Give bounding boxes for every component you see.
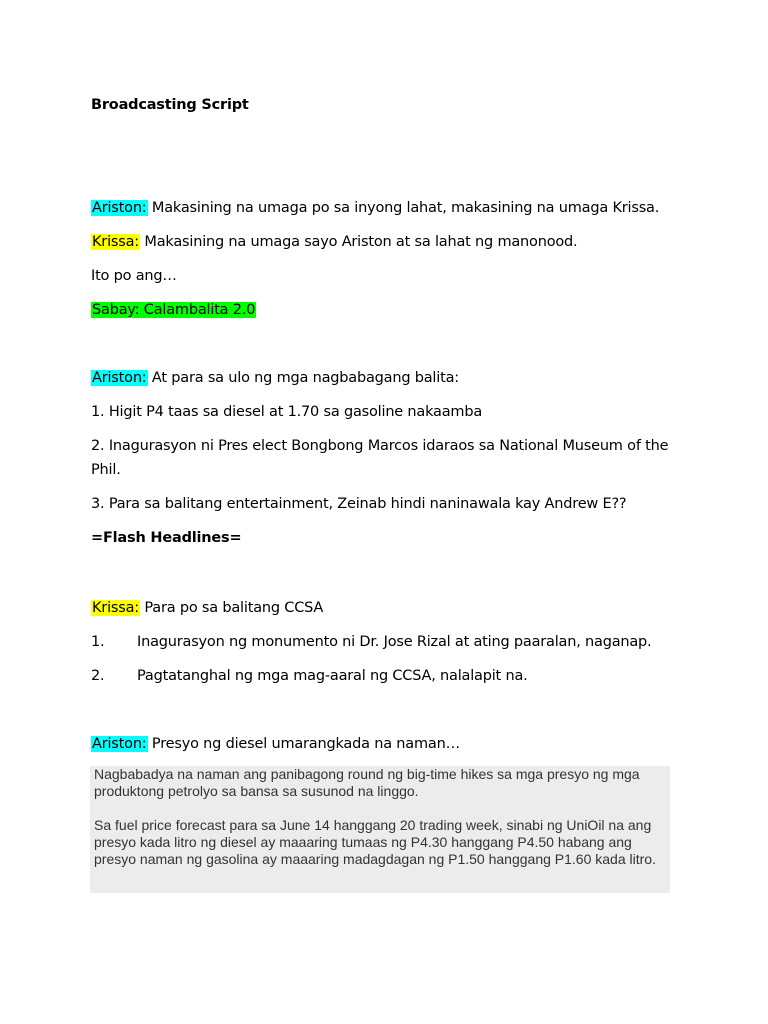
script-line-diesel-intro	[91, 734, 460, 754]
headline-item-2: 2. Inagurasyon ni Pres elect Bongbong Marcos idaraos sa National Museum of the	[91, 438, 669, 454]
article-paragraph: Nagbabadya na naman ang panibagong round ng big-time hikes sa mga presyo ng mga produktong petrolyo sa bansa sa susunod na linggo.	[94, 766, 640, 799]
ccsa-item-2: 2. Pagtatanghal ng mga mag-aaral ng CCSA, nalalapit na.	[91, 668, 528, 684]
flash-headlines-label: =Flash Headlines=	[91, 530, 242, 546]
script-line-krissa-greeting	[91, 232, 577, 252]
script-line-ito-po: Ito po ang…	[91, 268, 177, 284]
speaker-ariston: Ariston:	[92, 736, 147, 752]
script-line-ccsa-intro	[91, 598, 323, 618]
line-text: Makasining na umaga po sa inyong lahat, makasining na umaga Krissa.	[147, 200, 660, 216]
speaker-krissa: Krissa:	[92, 234, 139, 250]
speaker-ariston: Ariston:	[92, 370, 147, 386]
line-text: Presyo ng diesel umarangkada na naman…	[147, 736, 460, 752]
script-line-ariston-greeting	[91, 198, 659, 218]
document-title: Broadcasting Script	[91, 97, 249, 113]
article-paragraph: Sa fuel price forecast para sa June 14 hanggang 20 trading week, sinabi ng UniOil na ang presyo kada litro ng diesel ay maaaring tumaas ng P4.30 hanggang P4.50 habang ang presyo naman ng gasolina ay maaaring madagdagan ng P1.50 hanggang P1.60 kada litro.	[94, 817, 656, 867]
headline-item-1: 1. Higit P4 taas sa diesel at 1.70 sa gasoline nakaamba	[91, 404, 483, 420]
line-text: Para po sa balitang CCSA	[139, 600, 324, 616]
headline-item-3: 3. Para sa balitang entertainment, Zeinab hindi naninawala kay Andrew E??	[91, 496, 627, 512]
news-article-excerpt	[90, 766, 670, 893]
speaker-krissa: Krissa:	[92, 600, 139, 616]
speaker-ariston: Ariston:	[92, 200, 147, 216]
ccsa-item-1: 1. Inagurasyon ng monumento ni Dr. Jose Rizal at ating paaralan, naganap.	[91, 634, 652, 650]
headline-item-2-cont: Phil.	[91, 462, 121, 478]
speaker-sabay: Sabay: Calambalita 2.0	[92, 302, 256, 318]
script-line-sabay	[91, 300, 256, 320]
line-text: At para sa ulo ng mga nagbabagang balita:	[147, 370, 459, 386]
script-line-headlines-intro	[91, 368, 459, 388]
line-text: Makasining na umaga sayo Ariston at sa lahat ng manonood.	[139, 234, 578, 250]
